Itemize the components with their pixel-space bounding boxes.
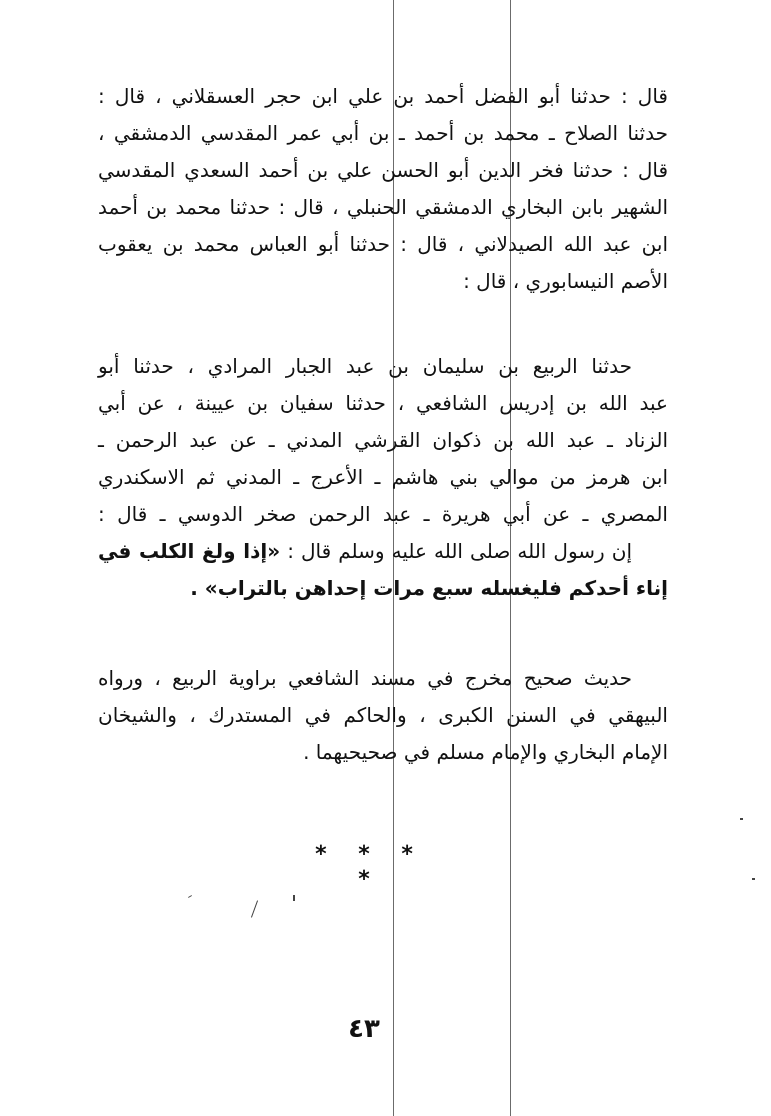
- paragraph-isnad-intro: [98, 78, 668, 300]
- text-line: ابن هرمز من موالي بني هاشم ـ الأعرج ـ المدني ثم الاسكندري: [98, 465, 668, 489]
- text-line: البيهقي في السنن الكبرى ، والحاكم في المستدرك ، والشيخان: [98, 703, 668, 727]
- paragraph-hadith-chain: [98, 348, 668, 607]
- text-line: عبد الله بن إدريس الشافعي ، حدثنا سفيان بن عيينة ، عن أبي: [98, 391, 668, 415]
- text-line: قال : حدثنا أبو الفضل أحمد بن علي ابن حجر العسقلاني ، قال :: [98, 84, 668, 108]
- text-line: المصري ـ عن أبي هريرة ـ عبد الرحمن صخر الدوسي ـ قال :: [98, 502, 668, 526]
- text-line: ابن عبد الله الصيدلاني ، قال : حدثنا أبو العباس محمد بن يعقوب: [98, 232, 668, 256]
- text-line: الزناد ـ عبد الله بن ذكوان القرشي المدني ـ عن عبد الرحمن ـ: [98, 428, 668, 452]
- text-line: حديث صحيح مخرج في مسند الشافعي براوية الربيع ، ورواه: [98, 666, 632, 690]
- text-line: حدثنا الصلاح ـ محمد بن أحمد ـ بن أبي عمر المقدسي الدمشقي ،: [98, 121, 668, 145]
- section-separator: * * * *: [315, 842, 425, 892]
- scan-speck: [251, 900, 258, 917]
- paragraph-takhrij: [98, 660, 668, 771]
- text-line: حدثنا الربيع بن سليمان بن عبد الجبار المرادي ، حدثنا أبو: [98, 354, 632, 378]
- text-line: قال : حدثنا فخر الدين أبو الحسن علي بن أحمد السعدي المقدسي: [98, 158, 668, 182]
- text-line: الأصم النيسابوري ، قال :: [463, 269, 668, 293]
- text-line: الشهير بابن البخاري الدمشقي الحنبلي ، قال : حدثنا محمد بن أحمد: [98, 195, 668, 219]
- hadith-text: «إذا ولغ الكلب في: [98, 539, 281, 563]
- text-line-hadith-start: [98, 533, 668, 570]
- page-number: ٤٣: [348, 1014, 380, 1044]
- scan-speck: [293, 895, 295, 901]
- text-line: الإمام البخاري والإمام مسلم في صحيحيهما .: [303, 740, 668, 764]
- scan-speck: [740, 818, 743, 820]
- scan-speck: [752, 878, 755, 880]
- scan-speck: [188, 895, 192, 898]
- hadith-text-line: إناء أحدكم فليغسله سبع مرات إحداهن بالتراب» .: [190, 576, 668, 600]
- hadith-intro: إن رسول الله صلى الله عليه وسلم قال :: [287, 539, 632, 563]
